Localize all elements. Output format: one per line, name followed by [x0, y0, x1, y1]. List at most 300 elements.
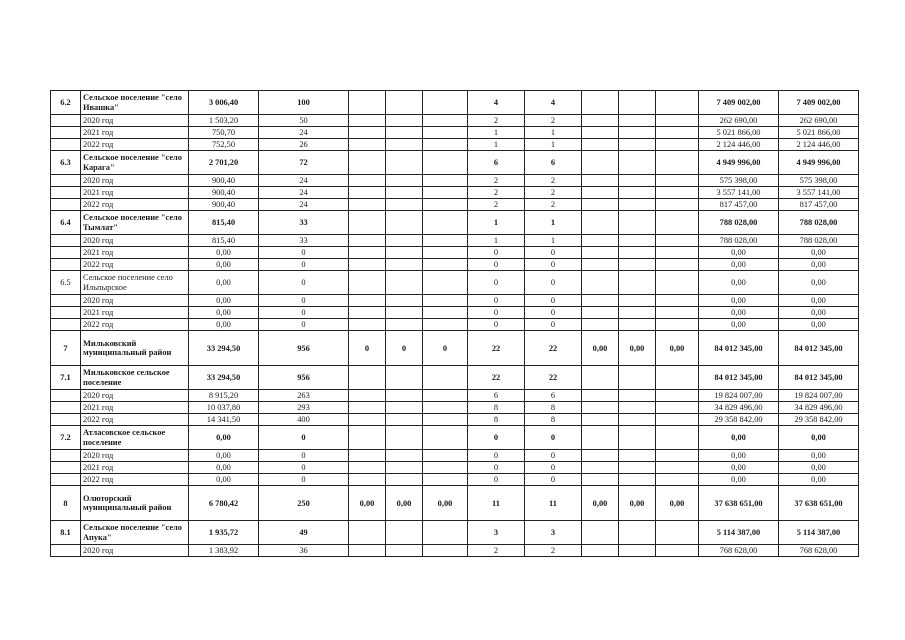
- row-name-cell: 2020 год: [81, 390, 189, 402]
- value-cell: [656, 414, 699, 426]
- table-row: [51, 187, 859, 199]
- value-cell: [582, 187, 619, 199]
- value-cell: [656, 450, 699, 462]
- value-cell: 1 503,20: [189, 115, 259, 127]
- table-row: [51, 247, 859, 259]
- value-cell: [619, 307, 656, 319]
- value-cell: 8: [468, 402, 525, 414]
- value-cell: [619, 139, 656, 151]
- value-cell: 293: [259, 402, 349, 414]
- value-cell: 6: [525, 151, 582, 175]
- value-cell: [619, 545, 656, 557]
- table-row: [51, 139, 859, 151]
- value-cell: [423, 127, 468, 139]
- value-cell: [386, 450, 423, 462]
- row-number-cell: [51, 139, 81, 151]
- value-cell: 8 915,20: [189, 390, 259, 402]
- value-cell: 26: [259, 139, 349, 151]
- value-cell: 0,00: [779, 307, 859, 319]
- row-number-cell: [51, 462, 81, 474]
- value-cell: 4: [525, 91, 582, 115]
- value-cell: [386, 187, 423, 199]
- value-cell: [349, 426, 386, 450]
- value-cell: 0,00: [189, 271, 259, 295]
- value-cell: [423, 139, 468, 151]
- table-row: [51, 486, 859, 521]
- row-number-cell: [51, 474, 81, 486]
- table-row: [51, 331, 859, 366]
- value-cell: [386, 462, 423, 474]
- table-row: [51, 426, 859, 450]
- value-cell: 0: [525, 462, 582, 474]
- value-cell: 0: [468, 426, 525, 450]
- value-cell: 3 006,40: [189, 91, 259, 115]
- value-cell: 10 037,80: [189, 402, 259, 414]
- row-name-cell: Олюторский муниципальный район: [81, 486, 189, 521]
- value-cell: 2: [468, 175, 525, 187]
- value-cell: 34 829 496,00: [779, 402, 859, 414]
- value-cell: 0: [349, 331, 386, 366]
- value-cell: 0,00: [699, 426, 779, 450]
- value-cell: 400: [259, 414, 349, 426]
- table-row: [51, 271, 859, 295]
- value-cell: 0: [259, 426, 349, 450]
- value-cell: [656, 390, 699, 402]
- row-name-cell: 2021 год: [81, 187, 189, 199]
- value-cell: [349, 462, 386, 474]
- value-cell: [423, 319, 468, 331]
- value-cell: [656, 91, 699, 115]
- row-number-cell: [51, 545, 81, 557]
- value-cell: 575 398,00: [699, 175, 779, 187]
- value-cell: 788 028,00: [699, 235, 779, 247]
- table-row: [51, 402, 859, 414]
- value-cell: [423, 366, 468, 390]
- value-cell: 1: [525, 127, 582, 139]
- value-cell: 0: [525, 450, 582, 462]
- value-cell: 0,00: [779, 247, 859, 259]
- value-cell: [386, 199, 423, 211]
- value-cell: [423, 295, 468, 307]
- value-cell: [349, 175, 386, 187]
- value-cell: 2: [468, 199, 525, 211]
- value-cell: [582, 319, 619, 331]
- value-cell: 0,00: [189, 462, 259, 474]
- value-cell: [349, 450, 386, 462]
- value-cell: [619, 247, 656, 259]
- value-cell: [619, 390, 656, 402]
- table-row: [51, 115, 859, 127]
- value-cell: [423, 521, 468, 545]
- table-row: [51, 91, 859, 115]
- value-cell: 0,00: [189, 295, 259, 307]
- value-cell: 262 690,00: [699, 115, 779, 127]
- value-cell: [423, 247, 468, 259]
- value-cell: [349, 295, 386, 307]
- value-cell: 84 012 345,00: [699, 331, 779, 366]
- row-name-cell: 2020 год: [81, 295, 189, 307]
- value-cell: [349, 414, 386, 426]
- value-cell: 5 021 866,00: [699, 127, 779, 139]
- value-cell: [349, 139, 386, 151]
- table-row: [51, 127, 859, 139]
- value-cell: [386, 390, 423, 402]
- value-cell: [619, 199, 656, 211]
- value-cell: 7 409 002,00: [699, 91, 779, 115]
- value-cell: 2: [525, 175, 582, 187]
- value-cell: [582, 199, 619, 211]
- value-cell: 0: [468, 462, 525, 474]
- value-cell: 19 824 007,00: [699, 390, 779, 402]
- value-cell: 22: [525, 366, 582, 390]
- table-row: [51, 175, 859, 187]
- value-cell: 817 457,00: [779, 199, 859, 211]
- value-cell: 37 638 651,00: [699, 486, 779, 521]
- value-cell: [619, 91, 656, 115]
- table-row: [51, 366, 859, 390]
- value-cell: [656, 187, 699, 199]
- value-cell: 0,00: [699, 450, 779, 462]
- value-cell: [619, 271, 656, 295]
- value-cell: [386, 211, 423, 235]
- value-cell: [582, 450, 619, 462]
- table-row: [51, 307, 859, 319]
- housing-program-table: [50, 90, 859, 557]
- value-cell: [349, 390, 386, 402]
- value-cell: 34 829 496,00: [699, 402, 779, 414]
- row-number-cell: [51, 390, 81, 402]
- row-number-cell: [51, 199, 81, 211]
- value-cell: 0,00: [699, 319, 779, 331]
- value-cell: 0: [468, 307, 525, 319]
- value-cell: [386, 402, 423, 414]
- value-cell: 0: [259, 295, 349, 307]
- value-cell: 22: [468, 331, 525, 366]
- value-cell: 1: [468, 211, 525, 235]
- value-cell: 0: [525, 259, 582, 271]
- table-row: [51, 462, 859, 474]
- value-cell: 0,00: [582, 331, 619, 366]
- report-sheet: [50, 90, 859, 557]
- value-cell: [656, 319, 699, 331]
- row-name-cell: 2021 год: [81, 307, 189, 319]
- value-cell: 0,00: [699, 247, 779, 259]
- value-cell: 0: [259, 462, 349, 474]
- value-cell: [386, 127, 423, 139]
- value-cell: 0,00: [189, 247, 259, 259]
- value-cell: [582, 366, 619, 390]
- value-cell: [619, 187, 656, 199]
- value-cell: 0: [525, 295, 582, 307]
- row-name-cell: 2021 год: [81, 402, 189, 414]
- row-number-cell: 7: [51, 331, 81, 366]
- value-cell: [386, 271, 423, 295]
- value-cell: [656, 307, 699, 319]
- value-cell: 0: [468, 259, 525, 271]
- value-cell: 0,00: [189, 259, 259, 271]
- value-cell: 2: [525, 199, 582, 211]
- value-cell: [423, 211, 468, 235]
- value-cell: [386, 319, 423, 331]
- value-cell: [349, 187, 386, 199]
- row-number-cell: 7.1: [51, 366, 81, 390]
- value-cell: [386, 414, 423, 426]
- value-cell: [656, 462, 699, 474]
- value-cell: [619, 319, 656, 331]
- value-cell: [386, 307, 423, 319]
- value-cell: 0,00: [189, 426, 259, 450]
- value-cell: [386, 521, 423, 545]
- value-cell: 2: [525, 187, 582, 199]
- value-cell: 0,00: [189, 319, 259, 331]
- value-cell: 1: [468, 127, 525, 139]
- value-cell: 24: [259, 187, 349, 199]
- value-cell: 29 358 842,00: [779, 414, 859, 426]
- value-cell: 22: [525, 331, 582, 366]
- row-number-cell: [51, 247, 81, 259]
- value-cell: [619, 235, 656, 247]
- value-cell: 24: [259, 175, 349, 187]
- row-name-cell: 2022 год: [81, 414, 189, 426]
- value-cell: 0: [468, 271, 525, 295]
- value-cell: 752,50: [189, 139, 259, 151]
- value-cell: 24: [259, 199, 349, 211]
- value-cell: 4 949 996,00: [779, 151, 859, 175]
- value-cell: [656, 402, 699, 414]
- value-cell: [349, 402, 386, 414]
- value-cell: [619, 211, 656, 235]
- value-cell: [386, 474, 423, 486]
- value-cell: [423, 450, 468, 462]
- value-cell: [423, 259, 468, 271]
- value-cell: 6: [468, 390, 525, 402]
- value-cell: [619, 115, 656, 127]
- value-cell: [386, 366, 423, 390]
- value-cell: 900,40: [189, 199, 259, 211]
- value-cell: 8: [525, 402, 582, 414]
- value-cell: [656, 366, 699, 390]
- value-cell: 0,00: [779, 259, 859, 271]
- value-cell: [582, 390, 619, 402]
- value-cell: 0,00: [656, 486, 699, 521]
- value-cell: 5 114 387,00: [779, 521, 859, 545]
- value-cell: [349, 319, 386, 331]
- value-cell: 0,00: [386, 486, 423, 521]
- value-cell: [423, 402, 468, 414]
- value-cell: [656, 521, 699, 545]
- value-cell: 0: [259, 307, 349, 319]
- table-row: [51, 151, 859, 175]
- value-cell: [582, 295, 619, 307]
- row-number-cell: [51, 450, 81, 462]
- value-cell: [582, 139, 619, 151]
- row-name-cell: Сельское поселение "село Ивашка": [81, 91, 189, 115]
- row-number-cell: [51, 115, 81, 127]
- value-cell: 1: [525, 139, 582, 151]
- value-cell: [349, 545, 386, 557]
- value-cell: [656, 271, 699, 295]
- value-cell: [423, 175, 468, 187]
- value-cell: 1: [525, 211, 582, 235]
- value-cell: 817 457,00: [699, 199, 779, 211]
- value-cell: 788 028,00: [779, 235, 859, 247]
- value-cell: 2 124 446,00: [699, 139, 779, 151]
- value-cell: 768 628,00: [699, 545, 779, 557]
- value-cell: 33: [259, 235, 349, 247]
- value-cell: [386, 139, 423, 151]
- value-cell: [423, 426, 468, 450]
- value-cell: [423, 199, 468, 211]
- value-cell: 100: [259, 91, 349, 115]
- value-cell: [656, 426, 699, 450]
- value-cell: 2: [468, 187, 525, 199]
- value-cell: [619, 151, 656, 175]
- value-cell: 900,40: [189, 175, 259, 187]
- row-name-cell: Сельское поселение "село Карага": [81, 151, 189, 175]
- row-number-cell: [51, 127, 81, 139]
- value-cell: [656, 247, 699, 259]
- value-cell: 33 294,50: [189, 366, 259, 390]
- value-cell: [423, 271, 468, 295]
- value-cell: 6: [525, 390, 582, 402]
- row-number-cell: 6.4: [51, 211, 81, 235]
- value-cell: 2 701,20: [189, 151, 259, 175]
- value-cell: 1: [468, 139, 525, 151]
- value-cell: [423, 462, 468, 474]
- value-cell: 956: [259, 331, 349, 366]
- value-cell: 22: [468, 366, 525, 390]
- value-cell: [386, 235, 423, 247]
- value-cell: [349, 127, 386, 139]
- value-cell: [582, 211, 619, 235]
- value-cell: [349, 366, 386, 390]
- value-cell: 2 124 446,00: [779, 139, 859, 151]
- value-cell: 0: [468, 247, 525, 259]
- row-number-cell: 6.5: [51, 271, 81, 295]
- value-cell: [386, 295, 423, 307]
- value-cell: 84 012 345,00: [779, 331, 859, 366]
- table-row: [51, 235, 859, 247]
- value-cell: 5 021 866,00: [779, 127, 859, 139]
- value-cell: 0,00: [656, 331, 699, 366]
- row-name-cell: 2021 год: [81, 247, 189, 259]
- value-cell: 788 028,00: [779, 211, 859, 235]
- value-cell: 0,00: [699, 271, 779, 295]
- value-cell: 250: [259, 486, 349, 521]
- value-cell: 0: [525, 307, 582, 319]
- value-cell: 6 780,42: [189, 486, 259, 521]
- value-cell: 263: [259, 390, 349, 402]
- value-cell: 900,40: [189, 187, 259, 199]
- value-cell: [582, 271, 619, 295]
- row-name-cell: 2022 год: [81, 259, 189, 271]
- value-cell: [582, 175, 619, 187]
- value-cell: 0,00: [582, 486, 619, 521]
- value-cell: [619, 259, 656, 271]
- value-cell: 0,00: [779, 450, 859, 462]
- value-cell: 2: [468, 545, 525, 557]
- row-name-cell: Сельское поселение "село Апука": [81, 521, 189, 545]
- row-name-cell: 2020 год: [81, 235, 189, 247]
- table-row: [51, 199, 859, 211]
- value-cell: 788 028,00: [699, 211, 779, 235]
- value-cell: 49: [259, 521, 349, 545]
- row-number-cell: 7.2: [51, 426, 81, 450]
- row-number-cell: [51, 414, 81, 426]
- value-cell: [349, 259, 386, 271]
- value-cell: 37 638 651,00: [779, 486, 859, 521]
- row-number-cell: [51, 187, 81, 199]
- value-cell: 0: [259, 474, 349, 486]
- value-cell: 1 383,92: [189, 545, 259, 557]
- value-cell: 2: [525, 545, 582, 557]
- value-cell: [349, 151, 386, 175]
- value-cell: 0,00: [699, 474, 779, 486]
- value-cell: [582, 402, 619, 414]
- value-cell: [656, 545, 699, 557]
- value-cell: [582, 307, 619, 319]
- value-cell: [582, 462, 619, 474]
- value-cell: [582, 247, 619, 259]
- value-cell: [423, 390, 468, 402]
- value-cell: 0: [259, 450, 349, 462]
- value-cell: [656, 139, 699, 151]
- value-cell: 0: [386, 331, 423, 366]
- value-cell: [386, 91, 423, 115]
- value-cell: 956: [259, 366, 349, 390]
- table-row: [51, 390, 859, 402]
- value-cell: [619, 366, 656, 390]
- row-name-cell: 2020 год: [81, 115, 189, 127]
- value-cell: 1: [525, 235, 582, 247]
- table-row: [51, 474, 859, 486]
- table-row: [51, 295, 859, 307]
- value-cell: 0,00: [779, 462, 859, 474]
- value-cell: [656, 127, 699, 139]
- value-cell: 0,00: [779, 295, 859, 307]
- value-cell: 50: [259, 115, 349, 127]
- value-cell: 0,00: [189, 307, 259, 319]
- row-number-cell: [51, 259, 81, 271]
- value-cell: 0: [423, 331, 468, 366]
- value-cell: [582, 235, 619, 247]
- value-cell: [619, 474, 656, 486]
- value-cell: [386, 259, 423, 271]
- value-cell: [349, 211, 386, 235]
- value-cell: [619, 402, 656, 414]
- value-cell: 0: [259, 319, 349, 331]
- value-cell: [349, 235, 386, 247]
- value-cell: [619, 175, 656, 187]
- value-cell: [619, 127, 656, 139]
- value-cell: [582, 259, 619, 271]
- value-cell: 1: [468, 235, 525, 247]
- value-cell: 750,70: [189, 127, 259, 139]
- row-name-cell: 2021 год: [81, 127, 189, 139]
- row-name-cell: Мильковское сельское поселение: [81, 366, 189, 390]
- value-cell: [619, 295, 656, 307]
- row-number-cell: 6.2: [51, 91, 81, 115]
- row-name-cell: 2022 год: [81, 319, 189, 331]
- value-cell: [386, 151, 423, 175]
- value-cell: [423, 474, 468, 486]
- value-cell: 3 557 141,00: [779, 187, 859, 199]
- value-cell: 0,00: [699, 295, 779, 307]
- value-cell: 262 690,00: [779, 115, 859, 127]
- value-cell: [582, 115, 619, 127]
- value-cell: [619, 462, 656, 474]
- value-cell: 0: [259, 247, 349, 259]
